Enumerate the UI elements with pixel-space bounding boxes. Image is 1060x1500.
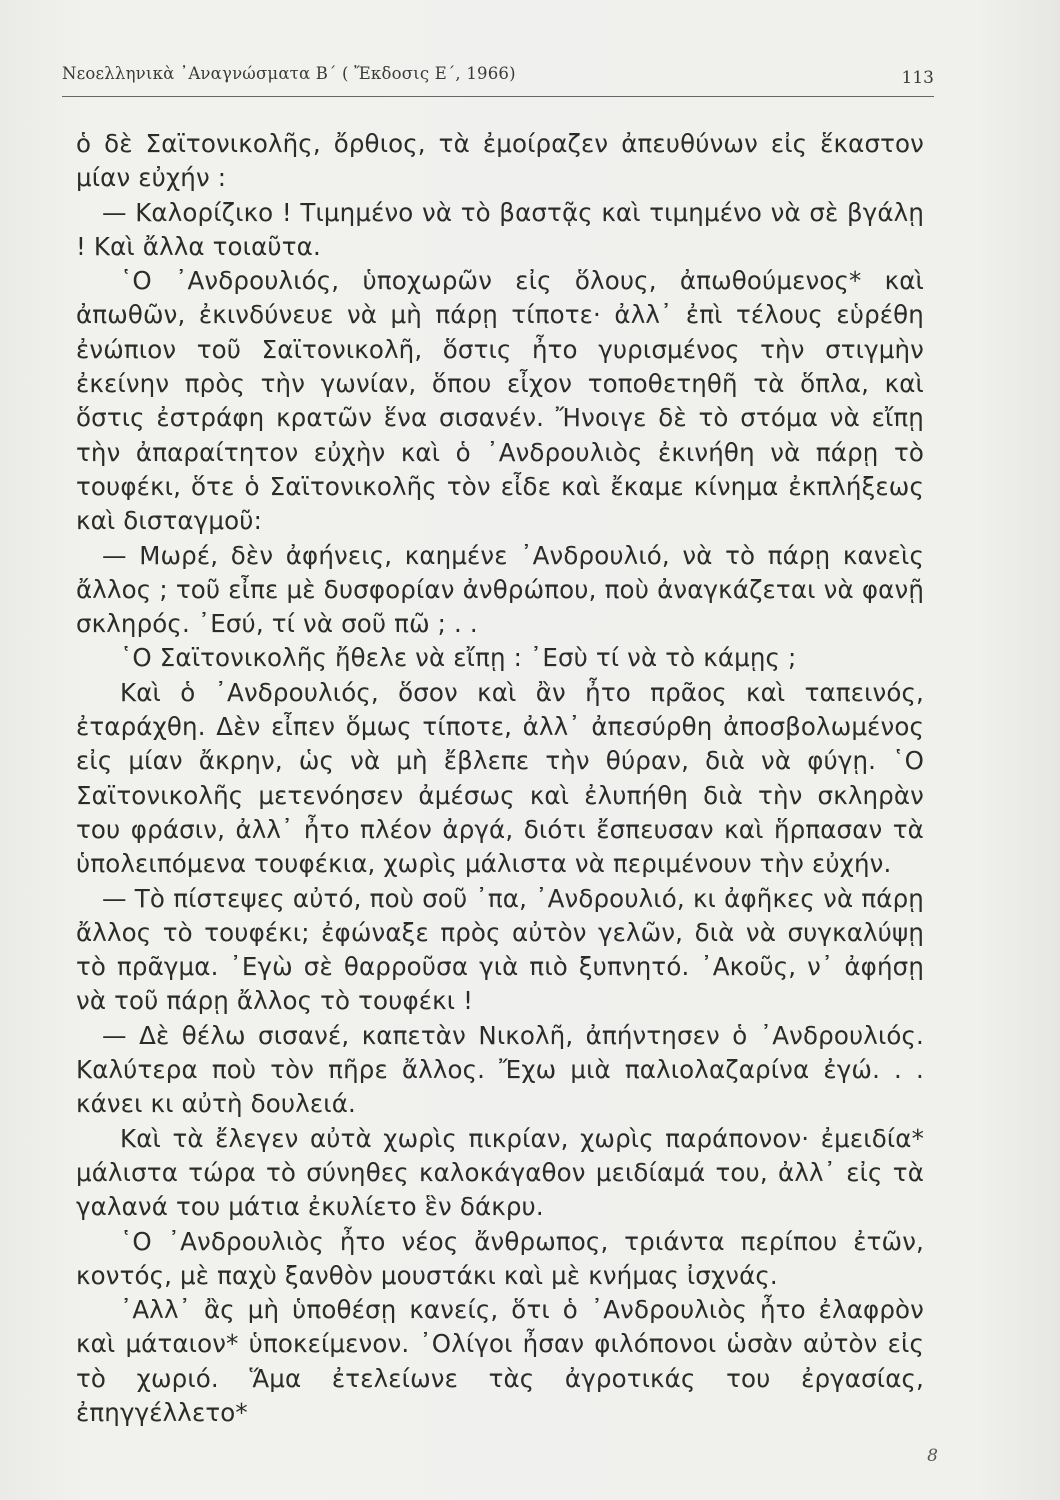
- paragraph: ῾Ο ᾿Ανδρουλιὸς ἦτο νέος ἄνθρωπος, τριάντα περίπου ἐτῶν, κοντός, μὲ παχὺ ξανθὸν μουστάκι καὶ μὲ κνήμας ἰσχνάς.: [76, 1226, 924, 1290]
- paragraph: Καὶ τὰ ἔλεγεν αὐτὰ χωρὶς πικρίαν, χωρὶς παράπονον· ἐμειδία* μάλιστα τώρα τὸ σύνηθες καλοκάγαθον μειδίαμά του, ἀλλ᾿ εἰς τὰ γαλανά του μάτια ἐκυλίετο ἓν δάκρυ.: [76, 1123, 924, 1222]
- paragraph: — Καλορίζικο ! Τιμημένο νὰ τὸ βαστᾷς καὶ τιμημένο νὰ σὲ βγάλῃ ! Καὶ ἄλλα τοιαῦτα.: [76, 197, 924, 261]
- header-rule: [62, 96, 934, 97]
- paragraph: — Δὲ θέλω σισανέ, καπετὰν Νικολῆ, ἀπήντησεν ὁ ᾿Ανδρουλιός. Καλύτερα ποὺ τὸν πῆρε ἄλλος. Ἔχω μιὰ παλιολαζαρίνα ἐγώ. . . κάνει κι αὐτὴ δουλειά.: [76, 1020, 924, 1119]
- signature-mark: 8: [927, 1446, 938, 1466]
- paragraph: — Τὸ πίστεψες αὐτό, ποὺ σοῦ ᾿πα, ᾿Ανδρουλιό, κι ἀφῆκες νὰ πάρῃ ἄλλος τὸ τουφέκι; ἐφώναξε πρὸς αὐτὸν γελῶν, διὰ νὰ συγκαλύψῃ τὸ πρᾶγμα. ᾿Εγὼ σὲ θαρροῦσα γιὰ πιὸ ξυπνητό. ᾿Ακοῦς, ν᾿ ἀφήσῃ νὰ τοῦ πάρῃ ἄλλος τὸ τουφέκι !: [76, 883, 924, 1016]
- paragraph: — Μωρέ, δὲν ἀφήνεις, καημένε ᾿Ανδρουλιό, νὰ τὸ πάρῃ κανεὶς ἄλλος ; τοῦ εἶπε μὲ δυσφορίαν ἀνθρώπου, ποὺ ἀναγκάζεται νὰ φανῇ σκληρός. ᾿Εσύ, τί νὰ σοῦ πῶ ; . .: [76, 540, 924, 639]
- paragraph: ῾Ο Σαϊτονικολῆς ἤθελε νὰ εἴπῃ : ᾿Εσὺ τί νὰ τὸ κάμῃς ;: [120, 643, 797, 673]
- page-number: 113: [901, 68, 934, 88]
- paragraph: ὁ δὲ Σαϊτονικολῆς, ὄρθιος, τὰ ἐμοίραζεν ἀπευθύνων εἰς ἕκαστον μίαν εὐχήν :: [76, 129, 924, 193]
- book-title-header: Νεοελληνικὰ ᾿Αναγνώσματα Β΄ ( Ἔκδοσις Ε΄, 1966): [62, 64, 516, 83]
- paragraph: ᾿Αλλ᾿ ἂς μὴ ὑποθέσῃ κανείς, ὅτι ὁ ᾿Ανδρουλιὸς ἦτο ἐλαφρὸν καὶ μάταιον* ὑποκείμενον. ᾿Ολίγοι ἦσαν φιλόπονοι ὡσὰν αὐτὸν εἰς τὸ χωριό. Ἅμα ἐτελείωνε τὰς ἀγροτικάς του ἐργασίας, ἐπηγγέλλετο*: [76, 1295, 924, 1427]
- body-text: [76, 127, 924, 1430]
- paragraph: Καὶ ὁ ᾿Ανδρουλιός, ὅσον καὶ ἂν ἦτο πρᾶος καὶ ταπεινός, ἐταράχθη. Δὲν εἶπεν ὅμως τίποτε, ἀλλ᾿ ἀπεσύρθη ἀποσβολωμένος εἰς μίαν ἄκρην, ὡς νὰ μὴ ἔβλεπε τὴν θύραν, διὰ νὰ φύγῃ. ῾Ο Σαϊτονικολῆς μετενόησεν ἀμέσως καὶ ἐλυπήθη διὰ τὴν σκληρὰν του φράσιν, ἀλλ᾿ ἦτο πλέον ἀργά, διότι ἔσπευσαν καὶ ἥρπασαν τὰ ὑπολειπόμενα τουφέκια, χωρὶς μάλιστα νὰ περιμένουν τὴν εὐχήν.: [76, 677, 924, 879]
- running-head: [62, 64, 934, 94]
- paragraph: ῾Ο ᾿Ανδρουλιός, ὑποχωρῶν εἰς ὅλους, ἀπωθούμενος* καὶ ἀπωθῶν, ἐκινδύνευε νὰ μὴ πάρῃ τίποτε· ἀλλ᾿ ἐπὶ τέλους εὑρέθη ἐνώπιον τοῦ Σαϊτονικολῆ, ὅστις ἦτο γυρισμένος τὴν στιγμὴν ἐκείνην πρὸς τὴν γωνίαν, ὅπου εἶχον τοποθετηθῆ τὰ ὅπλα, καὶ ὅστις ἐστράφη κρατῶν ἕνα σισανέν. Ἤνοιγε δὲ τὸ στόμα νὰ εἴπῃ τὴν ἀπαραίτητον εὐχὴν καὶ ὁ ᾿Ανδρουλιὸς ἐκινήθη νὰ πάρῃ τὸ τουφέκι, ὅτε ὁ Σαϊτονικολῆς τὸν εἶδε καὶ ἔκαμε κίνημα ἐκπλήξεως καὶ δισταγμοῦ:: [76, 266, 924, 536]
